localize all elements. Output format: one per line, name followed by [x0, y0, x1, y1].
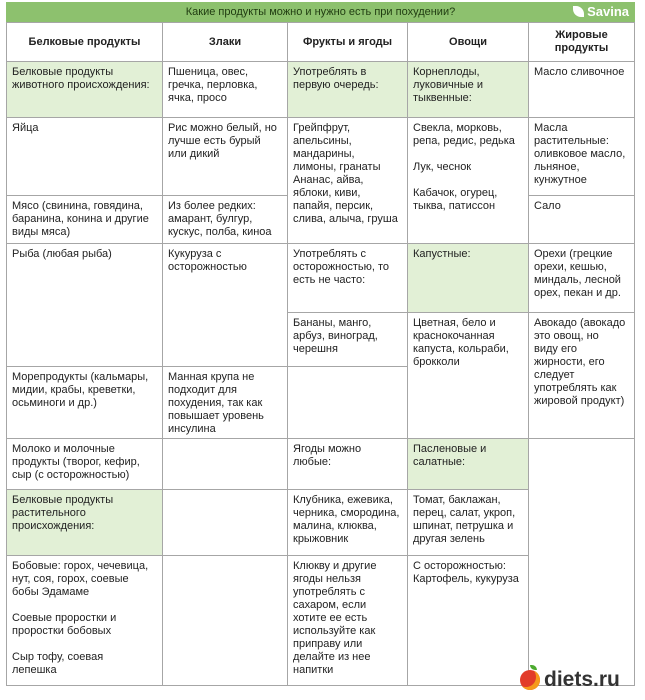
veg-caution: С осторожностью: Картофель, кукуруза [407, 555, 529, 686]
veg-cabbage-list: Цветная, бело и краснокочанная капуста, кольраби, брокколи [407, 312, 529, 439]
brand-name: Savina [587, 4, 629, 19]
fruits-berries-list: Клубника, ежевика, черника, смородина, малина, клюква, крыжовник [287, 489, 408, 556]
protein-seafood: Морепродукты (кальмары, мидии, крабы, креветки, осьминоги и др.) [6, 366, 163, 439]
fats-oils: Масла растительные: оливковое масло, льняное, кунжутное [528, 117, 635, 196]
fruits-first-heading: Употреблять в первую очередь: [287, 61, 408, 118]
grains-main: Пшеница, овес, гречка, перловка, ячка, просо [162, 61, 288, 118]
protein-legumes: Бобовые: горох, чечевица, нут, соя, горох, соевые бобы Эдамаме Соевые проростки и проростки бобовых Сыр тофу, соевая лепешка [6, 555, 163, 686]
veg-cabbage-heading: Капустные: [407, 243, 529, 313]
grains-semolina: Манная крупа не подходит для похудения, так как повышает уровень инсулина [162, 366, 288, 439]
grains-empty-1 [162, 438, 288, 490]
header-fats: Жировые продукты [528, 22, 635, 62]
fruits-berries-note: Клюкву и другие ягоды нельзя употреблять с сахаром, если хотите ее есть используйте как приправу или делайте из нее напитки [287, 555, 408, 686]
fats-nuts: Орехи (грецкие орехи, кешью, миндаль, лесной орех, пекан и др. [528, 243, 635, 313]
diets-logo-text: diets.ru [544, 668, 620, 691]
protein-eggs: Яйца [6, 117, 163, 196]
protein-dairy: Молоко и молочные продукты (творог, кефир, сыр (с осторожностью) [6, 438, 163, 490]
fats-avocado: Авокадо (авокадо это овощ, но виду его жирности, его следует употреблять как жировой продукт) [528, 312, 635, 439]
fats-lard: Сало [528, 195, 635, 244]
grains-rice: Рис можно белый, но лучше есть бурый или дикий [162, 117, 288, 196]
page-title: Какие продукты можно и нужно есть при похудении? [185, 6, 456, 18]
grains-corn: Кукуруза с осторожностью [162, 243, 288, 367]
veg-nightshade-heading: Пасленовые и салатные: [407, 438, 529, 490]
fats-butter: Масло сливочное [528, 61, 635, 118]
veg-nightshade-list: Томат, баклажан, перец, салат, укроп, шпинат, петрушка и другая зелень [407, 489, 529, 556]
brand-logo [573, 2, 629, 22]
veg-root-heading: Корнеплоды, луковичные и тыквенные: [407, 61, 529, 118]
header-vegetables: Овощи [407, 22, 529, 62]
grains-rare: Из более редких: амарант, булгур, кускус, полба, киноа [162, 195, 288, 244]
protein-fish: Рыба (любая рыба) [6, 243, 163, 367]
grains-empty-2 [162, 489, 288, 556]
fruits-berries-heading: Ягоды можно любые: [287, 438, 408, 490]
title-bar [6, 2, 635, 22]
veg-root-list: Свекла, морковь, репа, редис, редька Лук, чеснок Кабачок, огурец, тыква, патиссон [407, 117, 529, 244]
header-fruits: Фрукты и ягоды [287, 22, 408, 62]
protein-plant-heading: Белковые продукты растительного происхождения: [6, 489, 163, 556]
fats-empty [528, 438, 635, 686]
apple-icon [520, 670, 540, 690]
protein-animal-heading: Белковые продукты животного происхождения: [6, 61, 163, 118]
fruits-first-list: Грейпфрут, апельсины, мандарины, лимоны, гранаты Ананас, айва, яблоки, киви, папайя, персик, слива, алыча, груша [287, 117, 408, 244]
leaf-icon [573, 6, 584, 17]
diets-logo [520, 665, 620, 695]
food-table [6, 22, 635, 686]
fruits-caution-list: Бананы, манго, арбуз, виноград, черешня [287, 312, 408, 367]
fruits-empty [287, 366, 408, 439]
header-grains: Злаки [162, 22, 288, 62]
protein-meat: Мясо (свинина, говядина, баранина, конина и другие виды мяса) [6, 195, 163, 244]
header-protein: Белковые продукты [6, 22, 163, 62]
fruits-caution-heading: Употреблять с осторожностью, то есть не часто: [287, 243, 408, 313]
grains-empty-3 [162, 555, 288, 686]
